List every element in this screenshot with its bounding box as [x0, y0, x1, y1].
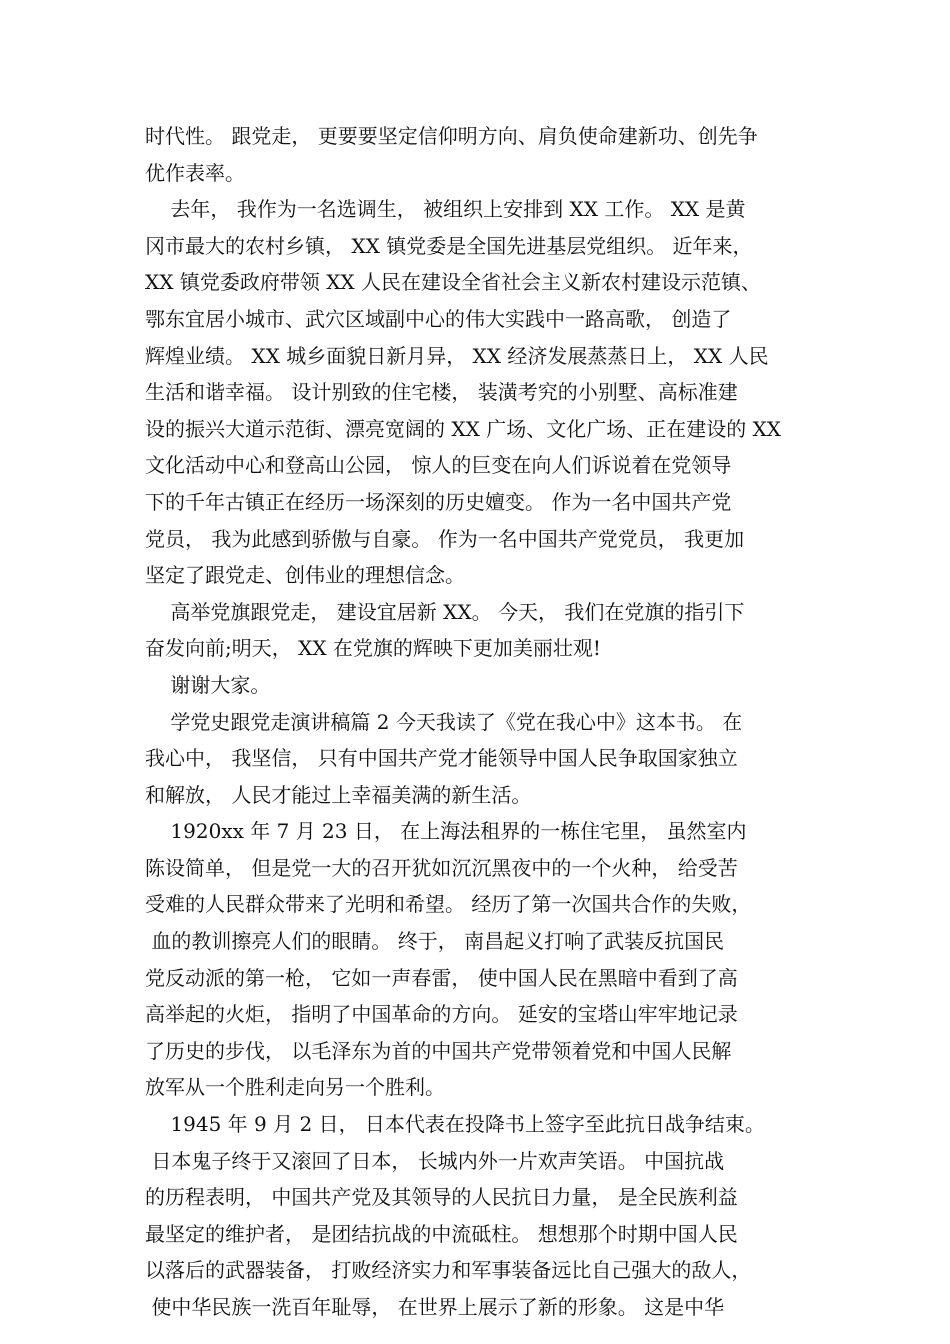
- text-line: 文化活动中心和登高山公园， 惊人的巨变在向人们诉说着在党领导: [145, 453, 732, 478]
- text-line: 学党史跟党走演讲稿篇 2 今天我读了《党在我心中》这本书。 在: [145, 709, 743, 734]
- text-line: 党员， 我为此感到骄傲与自豪。 作为一名中国共产党党员， 我更加: [145, 526, 745, 551]
- text-line: 放军从一个胜利走向另一个胜利。: [145, 1075, 445, 1100]
- text-line: 最坚定的维护者， 是团结抗战的中流砥柱。 想想那个时期中国人民: [145, 1221, 738, 1246]
- text-line: 了历史的步伐， 以毛泽东为首的中国共产党带领着党和中国人民解: [145, 1038, 732, 1063]
- text-line: 我心中， 我坚信， 只有中国共产党才能领导中国人民争取国家独立: [145, 746, 738, 771]
- text-line: 鄂东宜居小城市、武穴区域副中心的伟大实践中一路高歌， 创造了: [145, 306, 732, 331]
- text-line: 血的教训擦亮人们的眼睛。 终于， 南昌起义打响了武装反抗国民: [145, 929, 725, 954]
- text-line: 1945 年 9 月 2 日， 日本代表在投降书上签字至此抗日战争结束。: [145, 1112, 765, 1137]
- text-line: 高举党旗跟党走， 建设宜居新 XX。 今天， 我们在党旗的指引下: [145, 599, 745, 624]
- text-line: 使中华民族一洗百年耻辱， 在世界上展示了新的形象。 这是中华: [145, 1295, 725, 1319]
- text-line: 时代性。 跟党走， 更要要坚定信仰明方向、肩负使命建新功、创先争: [145, 124, 758, 148]
- text-line: 高举起的火炬， 指明了中国革命的方向。 延安的宝塔山牢牢地记录: [145, 1002, 738, 1027]
- text-line: 的历程表明， 中国共产党及其领导的人民抗日力量， 是全民族利益: [145, 1185, 738, 1210]
- text-line: 生活和谐幸福。 设计别致的住宅楼， 装潢考究的小别墅、高标准建: [145, 380, 738, 405]
- text-line: 日本鬼子终于又滚回了日本， 长城内外一片欢声笑语。 中国抗战: [145, 1148, 725, 1173]
- body-text: [145, 118, 825, 1326]
- text-line: 奋发向前;明天， XX 在党旗的辉映下更加美丽壮观!: [145, 636, 601, 661]
- text-line: XX 镇党委政府带领 XX 人民在建设全省社会主义新农村建设示范镇、: [145, 270, 762, 295]
- text-line: 设的振兴大道示范街、漂亮宽阔的 XX 广场、文化广场、正在建设的 XX: [145, 416, 782, 441]
- text-line: 党反动派的第一枪， 它如一声春雷， 使中国人民在黑暗中看到了高: [145, 965, 738, 990]
- text-line: 陈设简单， 但是党一大的召开犹如沉沉黑夜中的一个火种， 给受苦: [145, 855, 738, 880]
- text-line: 下的千年古镇正在经历一场深刻的历史嬗变。 作为一名中国共产党: [145, 489, 732, 514]
- text-line: 辉煌业绩。 XX 城乡面貌日新月异， XX 经济发展蒸蒸日上， XX 人民: [145, 343, 769, 368]
- text-line: 坚定了跟党走、创伟业的理想信念。: [145, 563, 465, 588]
- text-line: 受难的人民群众带来了光明和希望。 经历了第一次国共合作的失败，: [145, 892, 752, 917]
- text-line: 以落后的武器装备， 打败经济实力和军事装备远比自己强大的敌人，: [145, 1258, 752, 1283]
- text-line: 谢谢大家。: [145, 672, 271, 697]
- text-line: 冈市最大的农村乡镇， XX 镇党委是全国先进基层党组织。 近年来，: [145, 233, 753, 258]
- text-line: 和解放， 人民才能过上幸福美满的新生活。: [145, 782, 532, 807]
- text-line: 优作表率。: [145, 160, 245, 185]
- text-line: 1920xx 年 7 月 23 日， 在上海法租界的一栋住宅里， 虽然室内: [145, 819, 747, 844]
- text-line: 去年， 我作为一名选调生， 被组织上安排到 XX 工作。 XX 是黄: [145, 197, 746, 222]
